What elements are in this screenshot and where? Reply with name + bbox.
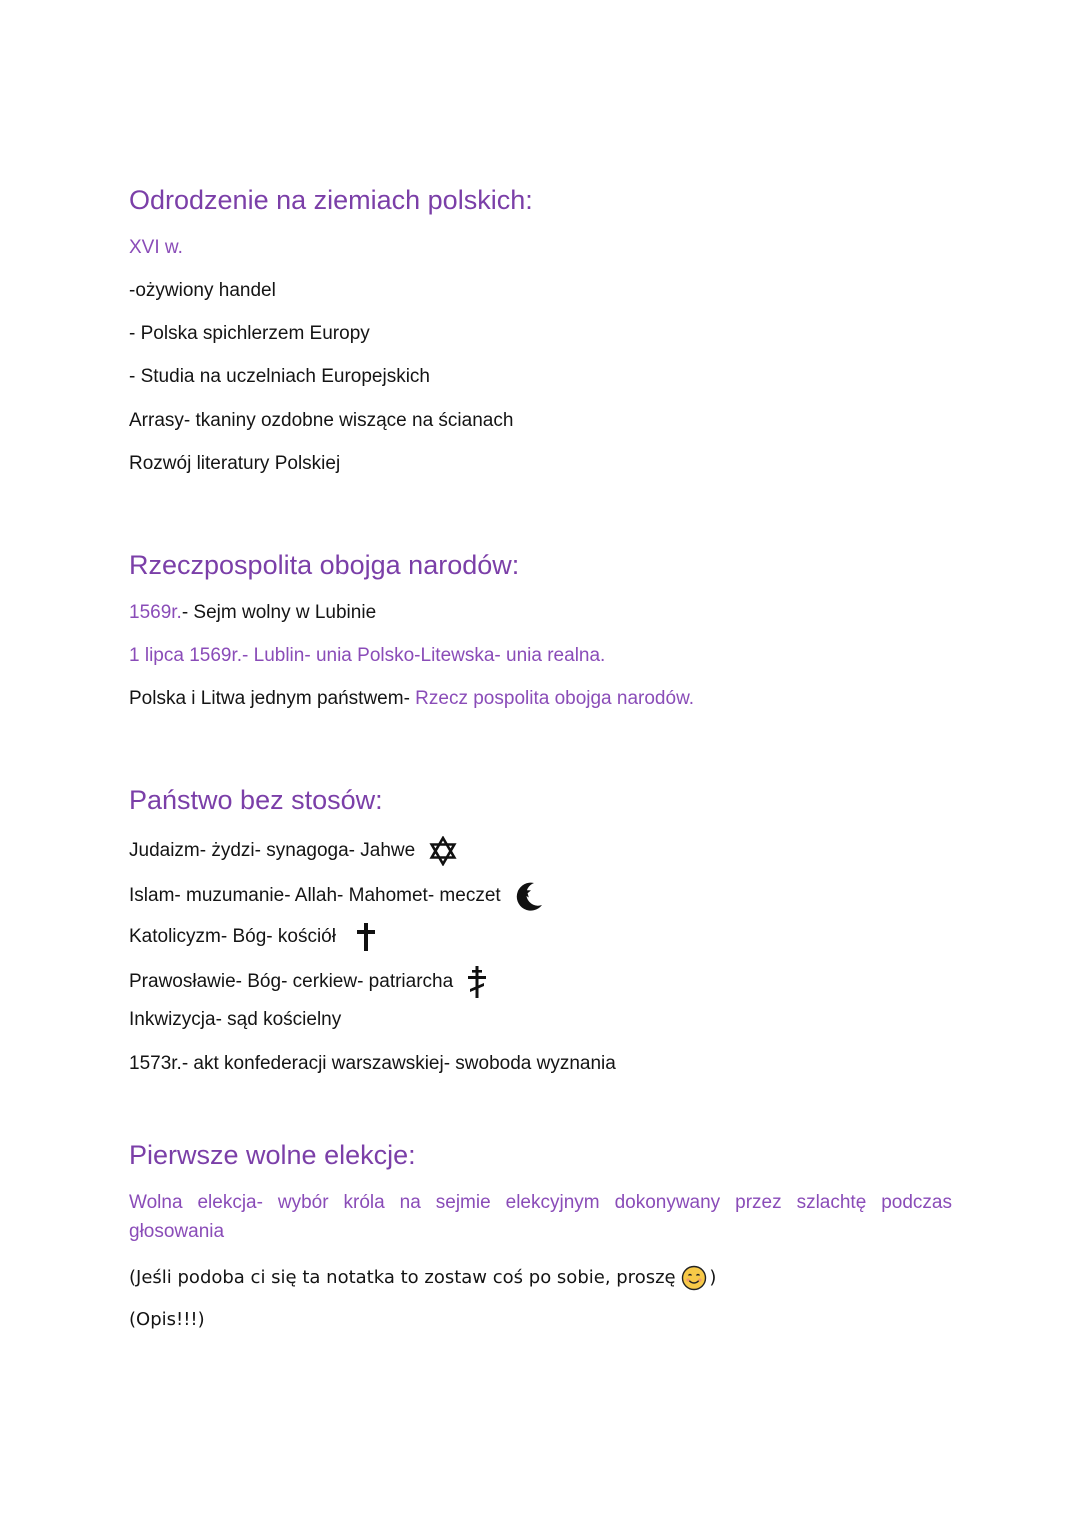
religion-text: Islam- muzumanie- Allah- Mahomet- meczet	[129, 885, 501, 907]
religion-item-judaism	[129, 836, 458, 866]
list-item: Rozwój literatury Polskiej	[129, 453, 341, 474]
list-item: - Polska spichlerzem Europy	[129, 323, 370, 344]
request-text: (Jeśli podoba ci się ta notatka to zostaw coś po sobie, proszę	[129, 1267, 682, 1288]
section-heading-tolerance: Państwo bez stosów:	[129, 785, 383, 815]
sejm-text: - Sejm wolny w Lubinie	[181, 602, 377, 623]
list-item: Arrasy- tkaniny ozdobne wiszące na ścianach	[129, 410, 514, 431]
religion-text: Katolicyzm- Bóg- kościół	[129, 926, 336, 948]
religion-text: Prawosławie- Bóg- cerkiew- patriarcha	[129, 971, 454, 993]
union-line: 1 lipca 1569r.- Lublin- unia Polsko-Litewska- unia realna.	[129, 645, 606, 666]
request-close: )	[709, 1267, 717, 1288]
inquisition-line: Inkwizycja- sąd kościelny	[129, 1009, 342, 1030]
state-highlight: Rzecz pospolita obojga narodów.	[415, 688, 695, 709]
smiley-face-icon	[681, 1265, 707, 1291]
state-text: Polska i Litwa jednym państwem-	[129, 688, 416, 709]
orthodox-cross-icon	[466, 965, 488, 999]
century-label: XVI w.	[129, 237, 183, 258]
confederation-line: 1573r.- akt konfederacji warszawskiej- swoboda wyznania	[129, 1053, 616, 1074]
section-heading-commonwealth: Rzeczpospolita obojga narodów:	[129, 550, 520, 580]
list-item: - Studia na uczelniach Europejskich	[129, 366, 431, 387]
religion-item-catholicism	[129, 922, 377, 952]
election-definition: Wolna elekcja- wybór króla na sejmie elekcyjnym dokonywany przez szlachtę podczas głosowania	[129, 1192, 952, 1242]
latin-cross-icon	[355, 922, 377, 952]
religion-item-islam	[129, 879, 546, 913]
sejm-date: 1569r.	[129, 602, 182, 623]
religion-text: Judaizm- żydzi- synagoga- Jahwe	[129, 840, 416, 862]
state-line	[129, 687, 694, 711]
list-item: -ożywiony handel	[129, 280, 276, 301]
crescent-star-icon	[512, 879, 546, 913]
section-heading-renaissance: Odrodzenie na ziemiach polskich:	[129, 185, 533, 215]
star-of-david-icon	[428, 836, 458, 866]
sejm-line	[129, 601, 376, 625]
section-heading-elections: Pierwsze wolne elekcje:	[129, 1140, 416, 1170]
note-line: (Opis!!!)	[129, 1309, 205, 1330]
request-line	[129, 1265, 716, 1291]
religion-item-orthodoxy	[129, 965, 488, 999]
